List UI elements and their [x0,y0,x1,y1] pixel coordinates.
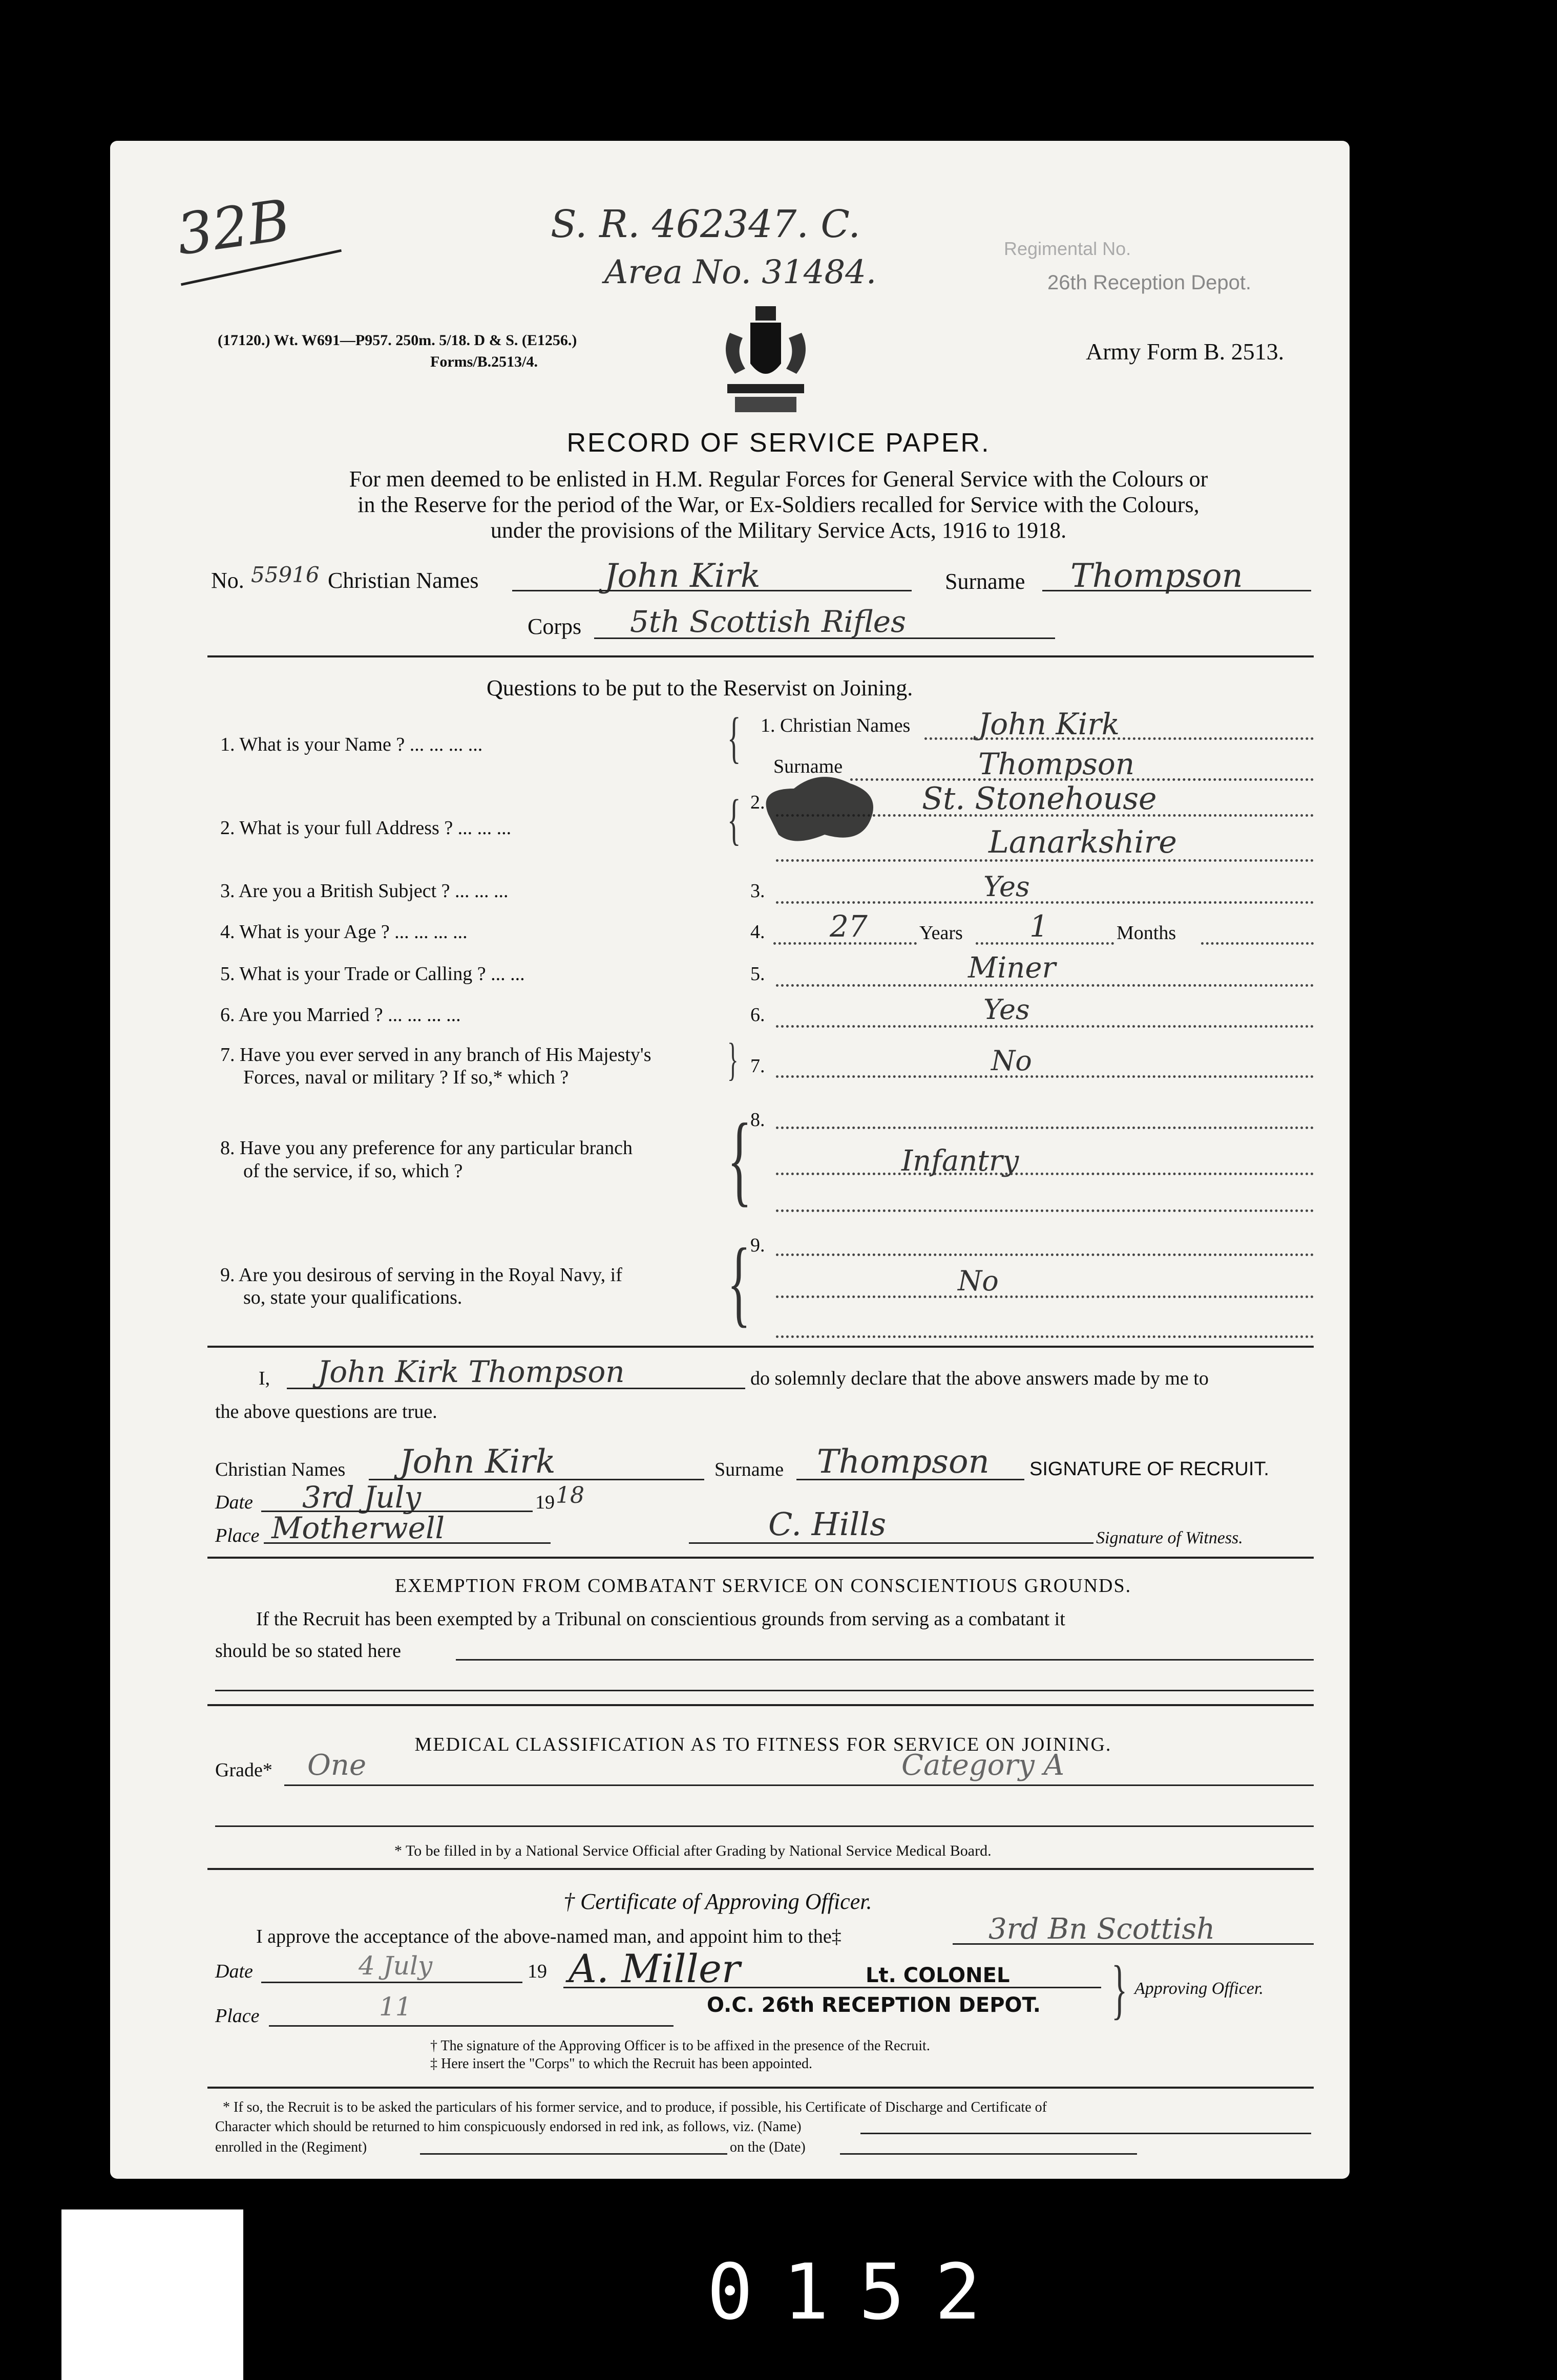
certificate-place-line [269,2025,674,2027]
question-1-christian-names-value: John Kirk [978,707,1120,741]
approving-officer-label: Approving Officer. [1134,1979,1264,1998]
question-8-line-2 [776,1173,1314,1175]
question-3-label: 3. Are you a British Subject ? ... ... ... [220,880,509,902]
witness-signature: C. Hills [768,1505,887,1543]
officer-stamp-line-1: Lt. COLONEL [866,1964,1010,1987]
age-end-line [1201,942,1314,945]
declaration-christian-names-label: Christian Names [215,1459,346,1480]
number-value: 55916 [251,562,320,587]
brace-approving-officer: } [1111,1952,1128,2026]
form-number: Army Form B. 2513. [1086,338,1285,365]
declaration-year-prefix: 19 [535,1492,555,1513]
intro-line-1: For men deemed to be enlisted in H.M. Regular Forces for General Service with the Colours or [349,466,1208,492]
ink-stain-icon [748,758,901,850]
christian-names-line [512,590,912,591]
certificate-signature-line [563,1987,1101,1988]
brace-7: } [727,1034,739,1085]
question-7-label-line-2: Forces, naval or military ? If so,* which ? [243,1067,569,1088]
brace-9: { [727,1229,751,1336]
declaration-date-value: 3rd July [302,1480,422,1515]
question-8-value: Infantry [901,1144,1019,1178]
bottom-note-date-line [840,2153,1137,2155]
question-9-line-2 [776,1295,1314,1298]
question-4-number: 4. [750,921,765,943]
certificate-appointed-line [953,1943,1314,1945]
section-divider-5 [207,1868,1314,1870]
certificate-appointed-value: 3rd Bn Scottish [988,1913,1215,1946]
declaration-name-line [287,1388,745,1389]
question-7-label-line-1: 7. Have you ever served in any branch of His Majesty's [220,1044,651,1066]
exemption-line-1 [456,1659,1314,1661]
question-8-line-3 [776,1209,1314,1212]
declaration-name-value: John Kirk Thompson [318,1354,625,1389]
file-reference: 32B [173,187,294,268]
signature-of-recruit-label: SIGNATURE OF RECRUIT. [1029,1458,1269,1480]
question-9-line-1 [776,1253,1314,1256]
bottom-note-line-2: Character which should be returned to him conspicuously endorsed in red ink, as follows, viz. (Name) [215,2119,802,2135]
number-label: No. [211,568,244,593]
declaration-surname-label: Surname [714,1459,784,1480]
question-2-label: 2. What is your full Address ? ... ... ... [220,817,512,839]
question-9-value: No [958,1265,999,1297]
question-5-value: Miner [968,951,1056,985]
question-9-label-line-1: 9. Are you desirous of serving in the Royal Navy, if [220,1264,622,1286]
section-divider-1 [207,655,1314,657]
medical-line-2 [215,1825,1314,1827]
question-5-number: 5. [750,963,765,985]
declaration-place-line [264,1542,551,1544]
witness-line [689,1542,1093,1544]
age-years-value: 27 [830,909,868,944]
surname-line [1042,590,1311,591]
question-9-number: 9. [750,1235,765,1256]
age-months-value: 1 [1029,909,1048,944]
depot-stamp-line1: Regimental No. [1004,238,1131,259]
questions-heading: Questions to be put to the Reservist on Joining. [487,675,913,700]
question-3-number: 3. [750,880,765,902]
declaration-surname-value: Thompson [817,1443,990,1481]
surname-label: Surname [945,569,1025,594]
declaration-place-label: Place [215,1525,260,1546]
question-7-value: No [991,1045,1032,1077]
declaration-surname-line [796,1479,1024,1480]
print-code-line2: Forms/B.2513/4. [430,353,538,370]
intro-line-3: under the provisions of the Military Service Acts, 1916 to 1918. [490,518,1067,543]
question-3-value: Yes [983,870,1030,903]
question-5-line [776,984,1314,987]
certificate-date-value: 4 July [359,1951,433,1981]
corps-label: Corps [528,614,582,639]
brace-2: { [727,788,741,851]
certificate-footnote-1: † The signature of the Approving Officer is to be affixed in the presence of the Recruit. [430,2038,930,2054]
white-margin-block [61,2209,243,2380]
section-divider-6 [207,2087,1314,2089]
question-1-label: 1. What is your Name ? ... ... ... ... [220,734,483,755]
declaration-date-label: Date [215,1492,253,1513]
medical-category-value: Category A [901,1749,1065,1782]
certificate-year-prefix: 19 [528,1961,547,1982]
bottom-note-regiment-line [420,2153,727,2155]
corps-line [594,638,1055,639]
certificate-place-label: Place [215,2005,260,2027]
question-2-line-2 [776,859,1314,862]
question-2-number: 2. [750,792,765,813]
bottom-note-date-label: on the (Date) [730,2139,806,2155]
frame-number: 0152 [707,2248,1011,2337]
question-9-label-line-2: so, state your qualifications. [243,1287,462,1308]
medical-grade-label: Grade* [215,1759,272,1781]
question-8-line-1 [776,1127,1314,1129]
medical-heading: MEDICAL CLASSIFICATION AS TO FITNESS FOR SERVICE ON JOINING. [414,1734,1112,1755]
certificate-heading: † Certificate of Approving Officer. [563,1889,872,1914]
declaration-text-1: do solemnly declare that the above answers made by me to [750,1368,1209,1389]
question-6-label: 6. Are you Married ? ... ... ... ... [220,1004,461,1026]
bottom-note-name-line [860,2133,1311,2134]
bottom-note-line-1: * If so, the Recruit is to be asked the particulars of his former service, and to produce, if possible, his Certificate of Discharge and Certificate of [223,2099,1047,2115]
medical-grade-line [284,1784,1314,1786]
question-6-number: 6. [750,1004,765,1026]
print-code-line1: (17120.) Wt. W691—P957. 250m. 5/18. D & S. (E1256.) [218,332,577,349]
age-months-label: Months [1117,922,1176,944]
exemption-text-2: should be so stated here [215,1640,402,1662]
question-8-number: 8. [750,1109,765,1131]
section-divider-4 [207,1704,1314,1706]
age-years-label: Years [919,922,963,944]
question-4-label: 4. What is your Age ? ... ... ... ... [220,921,468,943]
brace-8: { [727,1103,752,1216]
question-7-line [776,1075,1314,1078]
question-3-line [776,901,1314,904]
exemption-text-1: If the Recruit has been exempted by a Tribunal on conscientious grounds from serving as a combatant it [256,1608,1065,1630]
exemption-line-2 [215,1690,1314,1691]
question-8-label-line-1: 8. Have you any preference for any particular branch [220,1137,633,1159]
corps-value: 5th Scottish Rifles [630,604,906,639]
section-divider-3 [207,1557,1314,1559]
question-2-address-line-1: St. Stonehouse [922,781,1157,817]
royal-coat-of-arms-icon [714,302,817,420]
area-number: Area No. 31484. [604,253,877,291]
question-9-line-3 [776,1335,1314,1338]
intro-line-2: in the Reserve for the period of the War, or Ex-Soldiers recalled for Service with the Colours, [357,492,1200,517]
certificate-place-value: 11 [379,1992,412,2022]
regimental-number: S. R. 462347. C. [551,202,860,246]
approving-officer-signature: A. Miller [569,1946,741,1991]
question-2-address-line-2: Lanarkshire [988,824,1177,860]
certificate-text: I approve the acceptance of the above-named man, and appoint him to the‡ [256,1926,841,1947]
question-1-line-1 [924,737,1314,740]
declaration-text-2: the above questions are true. [215,1401,437,1422]
brace-1: { [727,706,741,769]
medical-grade-value: One [307,1749,367,1782]
officer-stamp-line-2: O.C. 26th RECEPTION DEPOT. [707,1993,1041,2017]
question-6-value: Yes [983,993,1030,1026]
form-title: RECORD OF SERVICE PAPER. [566,428,991,458]
signature-of-witness-label: Signature of Witness. [1096,1528,1243,1547]
question-6-line [776,1025,1314,1028]
declaration-christian-names-value: John Kirk [399,1443,556,1481]
certificate-date-line [261,1982,522,1983]
question-8-label-line-2: of the service, if so, which ? [243,1160,463,1182]
age-years-line [773,942,917,945]
bottom-note-regiment-label: enrolled in the (Regiment) [215,2139,367,2155]
certificate-footnote-2: ‡ Here insert the "Corps" to which the Recruit has been appointed. [430,2056,812,2072]
depot-stamp-line2: 26th Reception Depot. [1047,271,1252,294]
declaration-place-value: Motherwell [271,1511,445,1545]
declaration-year-value: 18 [556,1482,584,1508]
declaration-i-label: I, [259,1368,270,1389]
christian-names-label: Christian Names [328,568,479,593]
question-5-label: 5. What is your Trade or Calling ? ... ... [220,963,525,985]
medical-footnote: * To be filled in by a National Service Official after Grading by National Service Medical Board. [394,1842,992,1859]
question-1-surname-value: Thompson [978,747,1135,781]
christian-names-value: John Kirk [604,557,761,595]
question-1-christian-names-label: 1. Christian Names [761,715,911,736]
certificate-date-label: Date [215,1961,253,1982]
section-divider-2 [207,1346,1314,1348]
question-1-surname-label: Surname [773,756,843,777]
surname-value: Thompson [1070,557,1243,595]
exemption-heading: EXEMPTION FROM COMBATANT SERVICE ON CONSCIENTIOUS GROUNDS. [394,1575,1132,1597]
question-7-number: 7. [750,1055,765,1077]
age-months-line [976,942,1114,945]
